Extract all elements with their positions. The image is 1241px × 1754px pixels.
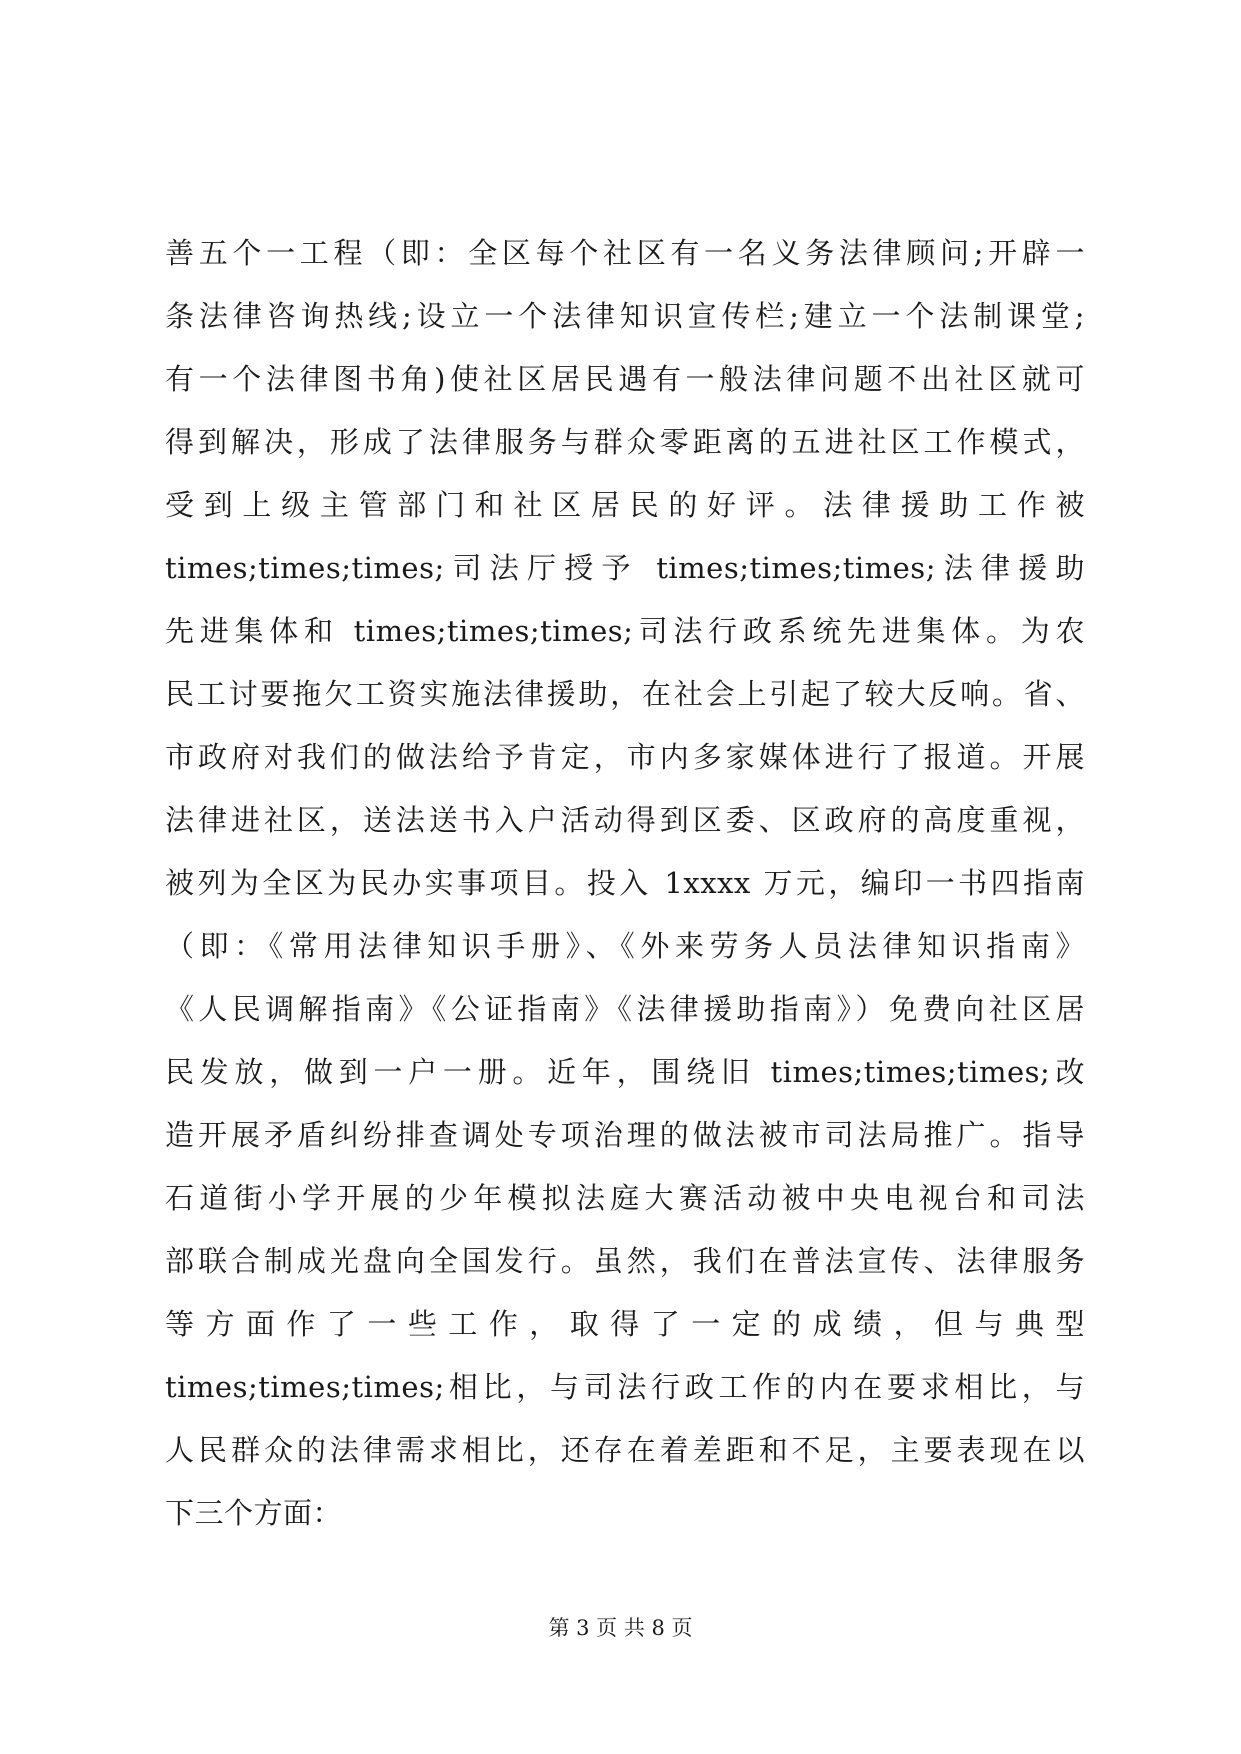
text-line: 条法律咨询热线;设立一个法律知识宣传栏;建立一个法制课堂; [165,299,1085,333]
text-line: 被列为全区为民办实事项目。投入 1xxxx 万元，编印一书四指南 [165,866,1085,900]
page-number-footer: 第 3 页 共 8 页 [548,1616,693,1640]
text-line: 法律进社区，送法送书入户活动得到区委、区政府的高度重视， [165,803,1085,837]
text-line: 得到解决，形成了法律服务与群众零距离的五进社区工作模式， [165,425,1085,459]
text-line: 造开展矛盾纠纷排查调处专项治理的做法被市司法局推广。指导 [165,1118,1085,1152]
text-line: 善五个一工程（即：全区每个社区有一名义务法律顾问;开辟一 [165,236,1085,270]
text-line: 石道街小学开展的少年模拟法庭大赛活动被中央电视台和司法 [165,1181,1085,1215]
text-line: 等方面作了一些工作，取得了一定的成绩，但与典型 [165,1307,1085,1341]
text-line: 有一个法律图书角)使社区居民遇有一般法律问题不出社区就可 [165,362,1085,396]
text-line: 受到上级主管部门和社区居民的好评。法律援助工作被 [165,488,1085,522]
text-line: （即：《常用法律知识手册》、《外来劳务人员法律知识指南》 [165,929,1085,963]
text-line: 部联合制成光盘向全国发行。虽然，我们在普法宣传、法律服务 [165,1244,1085,1278]
text-line: 民工讨要拖欠工资实施法律援助，在社会上引起了较大反响。省、 [165,677,1085,711]
text-line: 人民群众的法律需求相比，还存在着差距和不足，主要表现在以 [165,1433,1085,1467]
text-line: 市政府对我们的做法给予肯定，市内多家媒体进行了报道。开展 [165,740,1085,774]
body-paragraph [165,222,1085,1545]
text-line: 先进集体和 times;times;times;司法行政系统先进集体。为农 [165,614,1085,648]
text-line: times;times;times;相比，与司法行政工作的内在要求相比，与 [165,1370,1085,1404]
text-line: 下三个方面： [165,1496,343,1530]
text-line: times;times;times;司法厅授予 times;times;times;法律援助 [165,551,1085,585]
text-line: 民发放，做到一户一册。近年，围绕旧 times;times;times;改 [165,1055,1085,1089]
text-line: 《人民调解指南》《公证指南》《法律援助指南》）免费向社区居 [165,992,1085,1026]
